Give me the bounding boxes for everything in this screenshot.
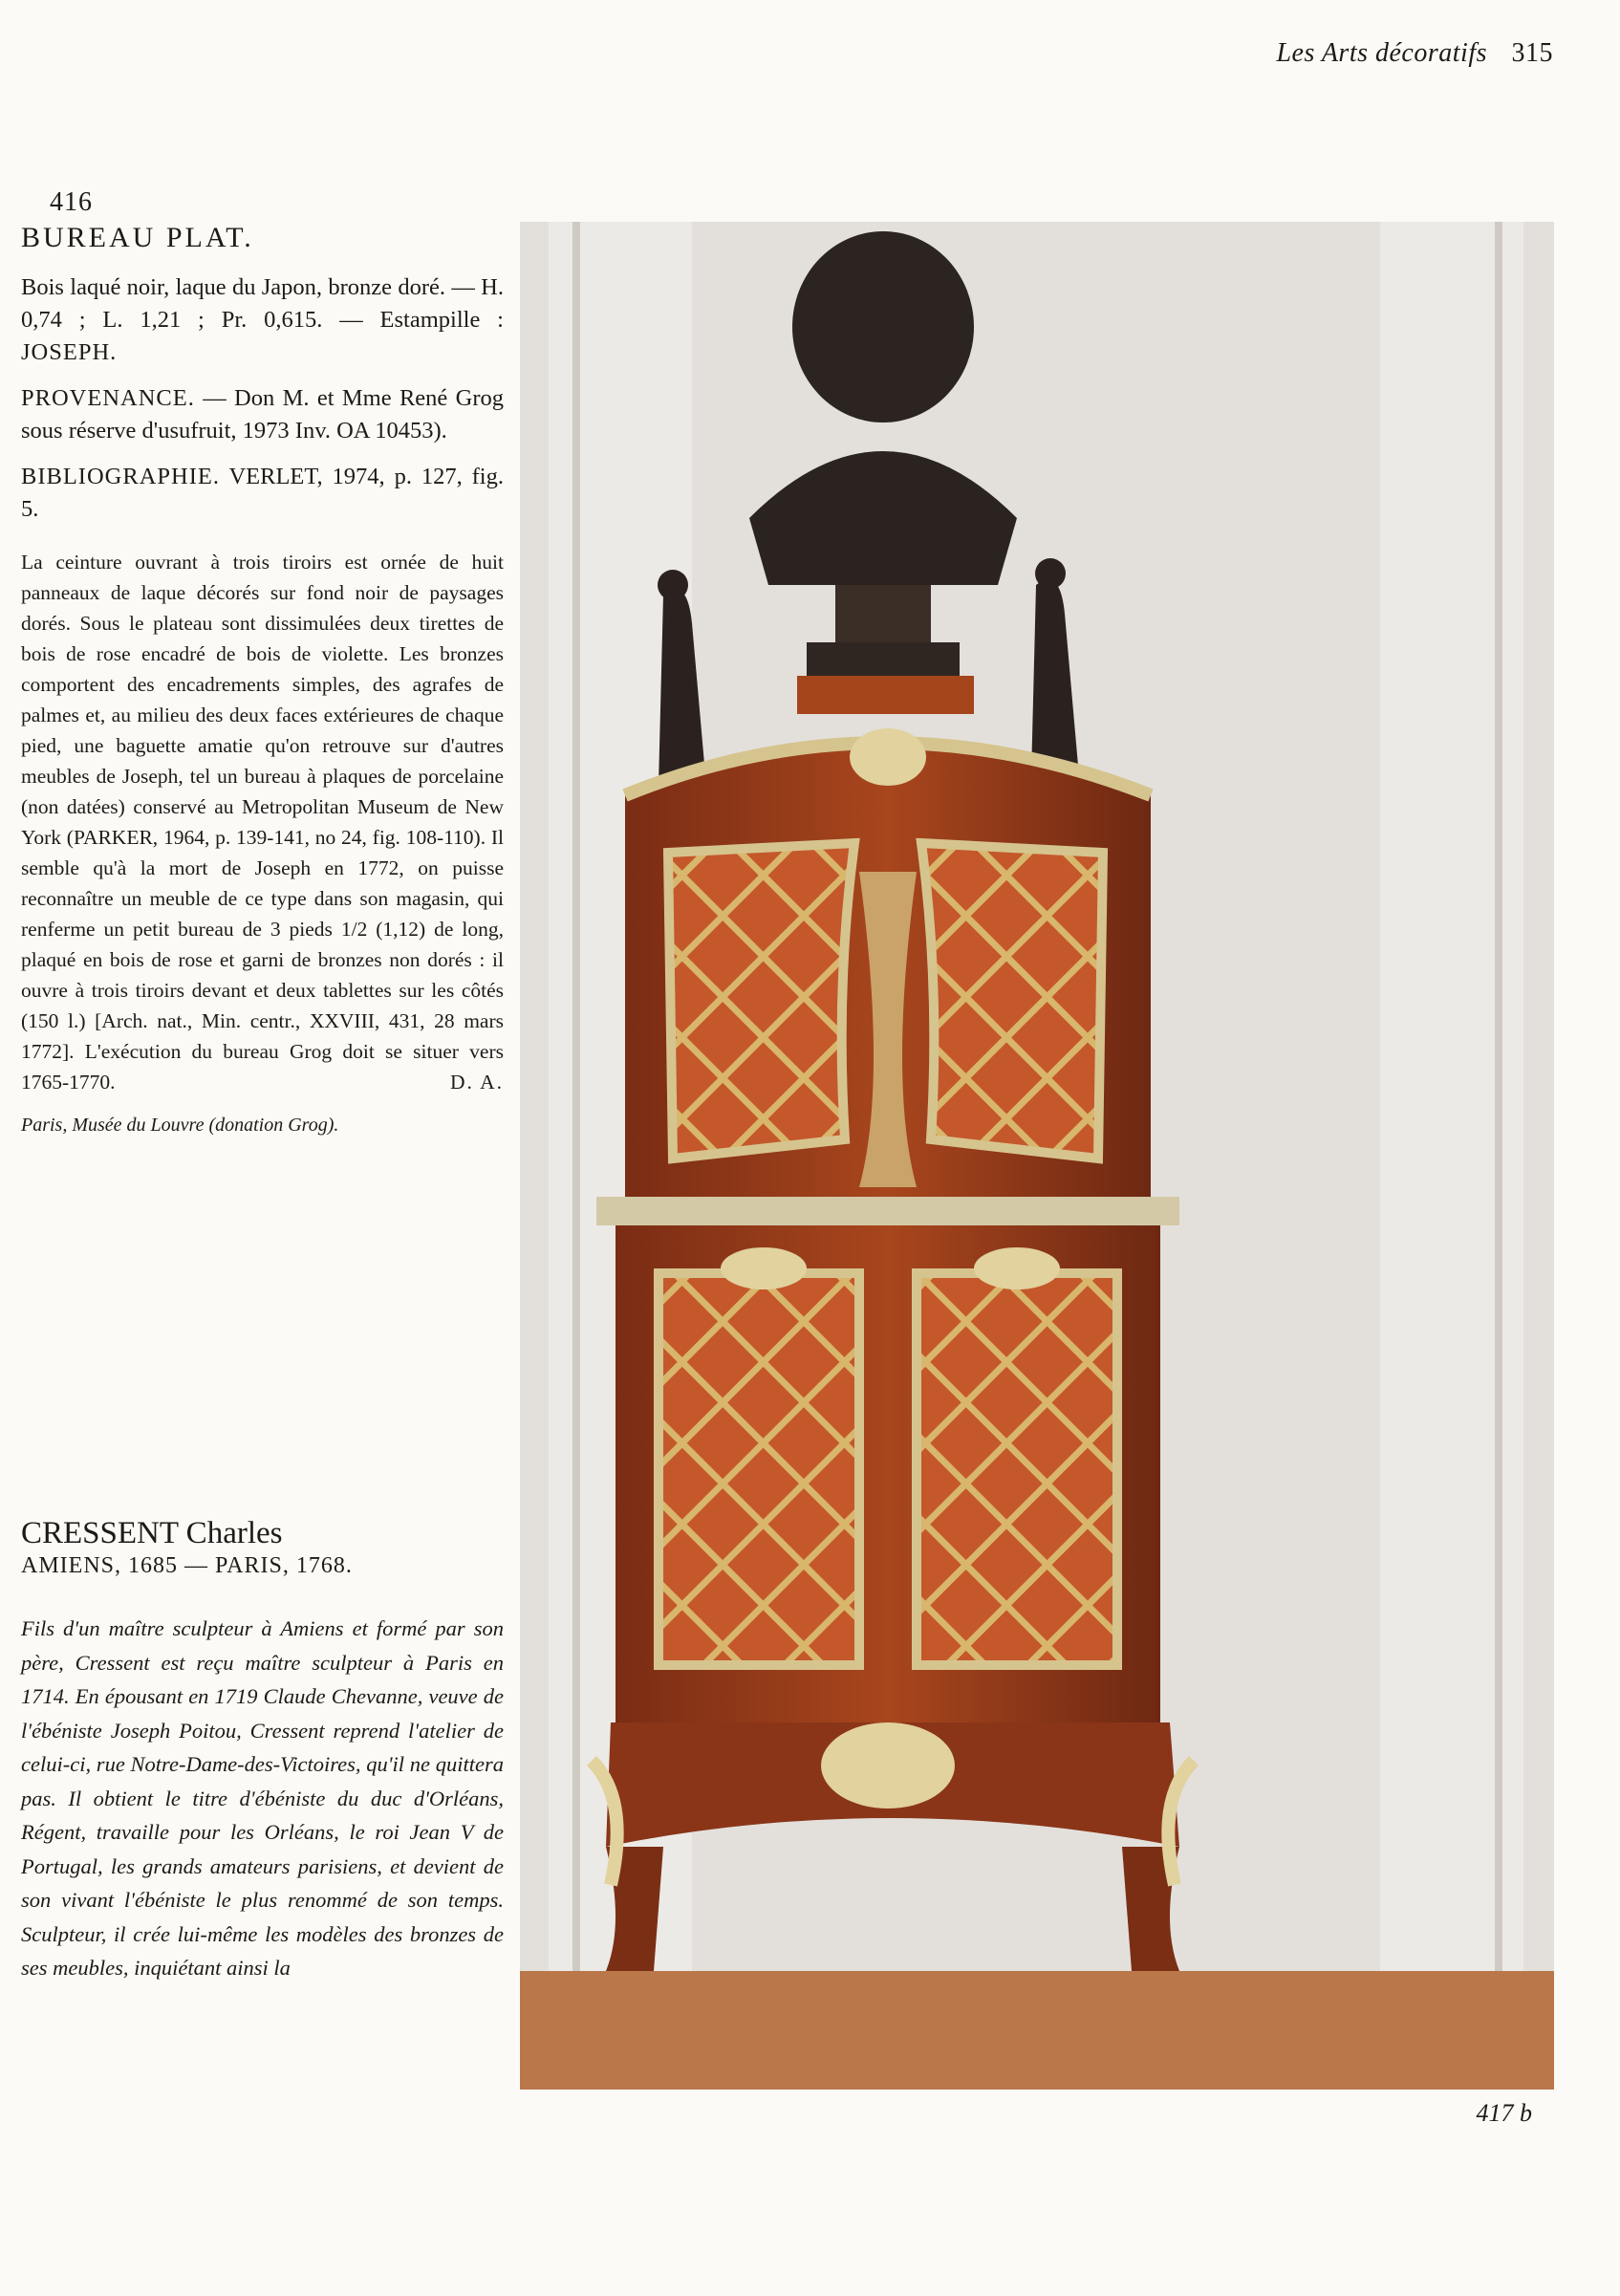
materials-text: Bois laqué noir, laque du Japon, bronze doré. — H. 0,74 ; L. 1,21 ; Pr. 0,615. — Estampille : (21, 274, 504, 333)
bibliography-label: BIBLIOGRAPHIE. (21, 464, 220, 489)
entry-bibliography (21, 461, 504, 526)
provenance-text: — Don M. et Mme René Grog sous réserve d'usufruit, 1973 Inv. OA 10453). (21, 385, 504, 444)
cabinet-photograph (520, 222, 1554, 2090)
artist-entry (21, 1516, 504, 1985)
stamp-text: JOSEPH. (21, 339, 118, 365)
running-head (1276, 38, 1553, 69)
section-title: Les Arts décoratifs (1276, 38, 1487, 68)
page-number: 315 (1511, 38, 1553, 68)
author-initials: D. A. (450, 1071, 504, 1094)
provenance-label: PROVENANCE. (21, 385, 195, 411)
entry-description (21, 547, 504, 1097)
artist-name: CRESSENT Charles (21, 1516, 283, 1550)
entry-materials (21, 271, 504, 369)
artist-bio: Fils d'un maître sculpteur à Amiens et formé par son père, Cressent est reçu maître sculpteur à Paris en 1714. En épousant en 1719 Claude Chevanne, veuve de l'ébéniste Joseph Poitou, Cressent reprend l'atelier de celui-ci, rue Notre-Dame-des-Victoires, qu'il ne quittera pas. Il obtient le titre d'ébéniste du duc d'Orléans, Régent, travaille pour les Orléans, le roi Jean V de Portugal, les grands amateurs parisiens, et devient de son vivant l'ébéniste le plus renommé de son temps. Sculpteur, il crée lui-même les modèles des bronzes de ses meubles, inquiétant ainsi la (21, 1616, 504, 1980)
bibliography-text: VERLET, 1974, p. 127, fig. 5. (21, 464, 504, 522)
museum-location: Paris, Musée du Louvre (donation Grog). (21, 1115, 339, 1136)
description-text: La ceinture ouvrant à trois tiroirs est ornée de huit panneaux de laque décorés sur fond noir de paysages dorés. Sous le plateau sont dissimulées deux tirettes de bois de rose encadré de bois de violette. Les bronzes comportent des encadrements simples, des agrafes de palmes et, au milieu des deux faces extérieures de chaque pied, une baguette amatie qu'on retrouve sur d'autres meubles de Joseph, tel un bureau à plaques de porcelaine (non datées) conservé au Metropolitan Museum de New York (PARKER, 1964, p. 139-141, no 24, fig. 108-110). Il semble qu'à la mort de Joseph en 1772, on puisse reconnaître un meuble de ce type dans son magasin, qui renferme un petit bureau de 3 pieds 1/2 (1,12) de long, plaqué en bois de rose et garni de bronzes non dorés : il ouvre à trois tiroirs devant et deux tablettes sur les côtés (150 l.) [Arch. nat., Min. centr., XXVIII, 431, 28 mars 1772]. L'exécution du bureau Grog doit se situer vers 1765-1770. (21, 551, 504, 1094)
figure-caption: 417 b (1476, 2099, 1532, 2127)
entry-number: 416 (50, 187, 93, 217)
entry-title: BUREAU PLAT. (21, 222, 254, 253)
artist-dates: AMIENS, 1685 — PARIS, 1768. (21, 1553, 353, 1578)
entry-provenance (21, 382, 504, 447)
catalogue-entry (21, 187, 504, 1137)
cabinet-illustration (520, 222, 1554, 2090)
